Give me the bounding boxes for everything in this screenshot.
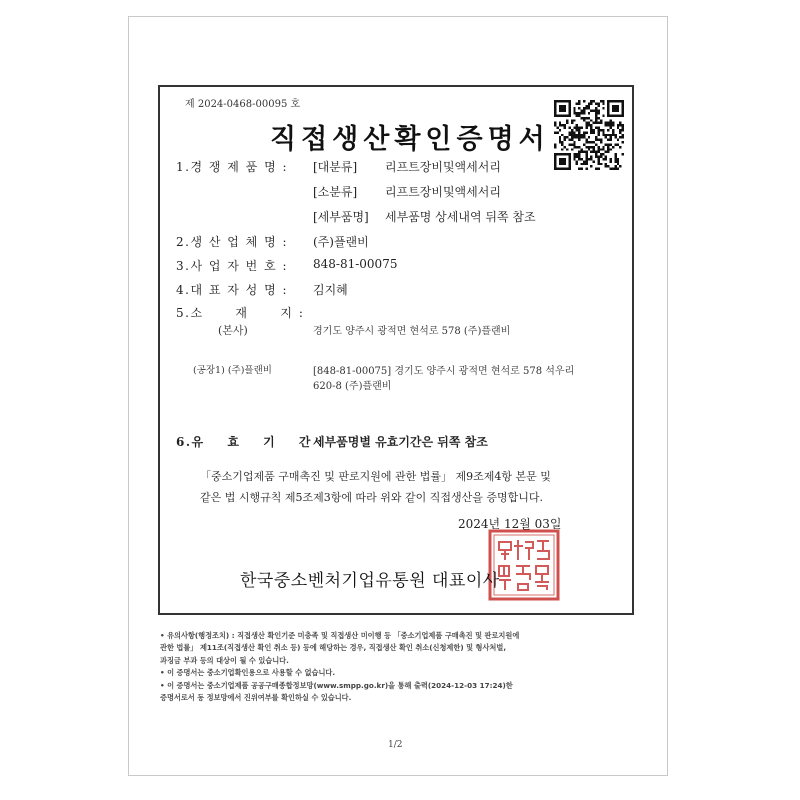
product-label: 1.경 쟁 제 품 명 : <box>176 160 289 174</box>
factory-address-line2: 620-8 (주)플랜비 <box>313 381 392 392</box>
note-line: 증명서로서 동 정보망에서 진위여부를 확인하실 수 있습니다. <box>160 693 352 703</box>
minor-category-value: 리프트장비및액세서리 <box>385 185 501 199</box>
issuer-name: 한국중소벤처기업유통원 대표이사 <box>240 571 500 591</box>
company-label: 2.생 산 업 체 명 : <box>176 235 289 249</box>
address-label: 5.소 재 지 : <box>176 306 305 320</box>
statement-line1: 「중소기업제품 구매촉진 및 판로지원에 관한 법률」 제9조제4항 본문 및 <box>200 470 551 483</box>
note-line: • 유의사항(행정조치) : 직접생산 확인기준 미충족 및 직접생산 미이행 등 「중소기업제품 구매촉진 및 판로지원에 <box>160 631 520 640</box>
note-line: • 이 증명서는 중소기업제품 공공구매종합정보망(www.smpp.go.kr)을 통해 출력(2024-12-03 17:24)한 <box>160 680 513 690</box>
major-category-value: 리프트장비및액세서리 <box>385 160 501 174</box>
page-title: 직접생산확인증명서 <box>270 124 550 155</box>
minor-category-tag: [소분류] <box>313 185 358 199</box>
detail-category-tag: [세부품명] <box>313 210 369 224</box>
ceo-value: 김지혜 <box>313 283 348 297</box>
notes-section <box>160 630 640 704</box>
statement-line2: 같은 법 시행규칙 제5조제3항에 따라 위와 같이 직접생산을 증명합니다. <box>200 491 543 504</box>
note-line: 관한 법률」 제11조(직접생산 확인 취소 등) 등에 해당하는 경우, 직접생산 확인 취소(신청제한) 및 형사처벌, <box>160 643 507 653</box>
hq-label: (본사) <box>218 324 248 337</box>
page-number: 1/2 <box>388 740 403 750</box>
ceo-label: 4.대 표 자 성 명 : <box>176 283 289 297</box>
factory-address-line1: [848-81-00075] 경기도 양주시 광적면 현석로 578 석우리 <box>313 366 575 377</box>
detail-category-value: 세부품명 상세내역 뒤쪽 참조 <box>385 210 536 224</box>
document-number: 제 2024-0468-00095 호 <box>185 99 301 110</box>
major-category-tag: [대분류] <box>313 160 358 174</box>
bizno-value: 848-81-00075 <box>313 257 398 271</box>
bizno-label: 3.사 업 자 번 호 : <box>176 259 289 273</box>
note-line: • 이 증명서는 중소기업확인용으로 사용할 수 없습니다. <box>160 668 336 678</box>
company-value: (주)플랜비 <box>313 235 369 249</box>
note-line: 과징금 부과 등의 대상이 될 수 있습니다. <box>160 655 289 665</box>
hq-address: 경기도 양주시 광적면 현석로 578 (주)플랜비 <box>313 326 511 337</box>
validity-value: 세부품명별 유효기간은 뒤쪽 참조 <box>313 435 488 449</box>
factory-label: (공장1) (주)플랜비 <box>193 365 272 376</box>
qr-code-icon <box>554 100 624 170</box>
issue-date: 2024년 12월 03일 <box>458 517 562 531</box>
validity-label: 6.유 효 기 간 : <box>176 435 324 449</box>
